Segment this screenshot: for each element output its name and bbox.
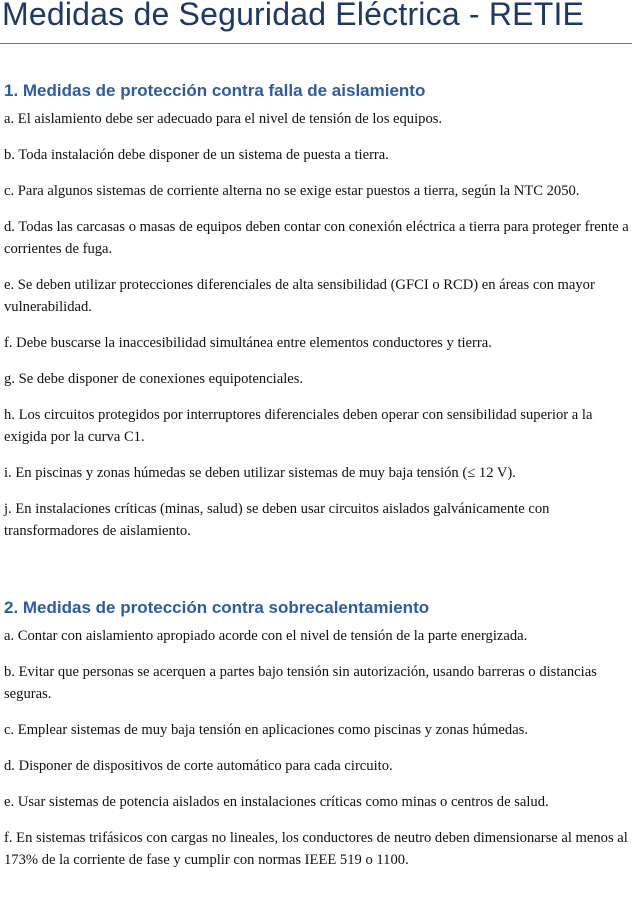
section-heading: 1. Medidas de protección contra falla de aislamiento [4, 81, 426, 100]
list-item: b. Toda instalación debe disponer de un sistema de puesta a tierra. [4, 147, 389, 163]
list-item: c. Para algunos sistemas de corriente alterna no se exige estar puestos a tierra, según la NTC 2050. [4, 183, 580, 199]
list-item: b. Evitar que personas se acerquen a partes bajo tensión sin autorización, usando barreras o distancias seguras. [4, 664, 597, 702]
list-item: f. Debe buscarse la inaccesibilidad simultánea entre elementos conductores y tierra. [4, 335, 492, 351]
list-item: d. Todas las carcasas o masas de equipos deben contar con conexión eléctrica a tierra para proteger frente a corrientes de fuga. [4, 219, 629, 257]
list-item: j. En instalaciones críticas (minas, salud) se deben usar circuitos aislados galvánicamente con transformadores de aislamiento. [4, 501, 550, 539]
list-item: e. Usar sistemas de potencia aislados en instalaciones críticas como minas o centros de salud. [4, 794, 549, 810]
document-title: Medidas de Seguridad Eléctrica - RETIE [2, 0, 585, 32]
list-item: e. Se deben utilizar protecciones diferenciales de alta sensibilidad (GFCI o RCD) en áreas con mayor vulnerabilidad. [4, 277, 595, 315]
list-item: a. Contar con aislamiento apropiado acorde con el nivel de tensión de la parte energizada. [4, 628, 528, 644]
title-divider [0, 43, 632, 44]
list-item: d. Disponer de dispositivos de corte automático para cada circuito. [4, 758, 393, 774]
list-item: i. En piscinas y zonas húmedas se deben utilizar sistemas de muy baja tensión (≤ 12 V). [4, 465, 516, 481]
section-insulation-failure [4, 80, 630, 556]
list-item: f. En sistemas trifásicos con cargas no lineales, los conductores de neutro deben dimensionarse al menos al 173% de la corriente de fase y cumplir con normas IEEE 519 o 1100. [4, 830, 628, 868]
list-item: a. El aislamiento debe ser adecuado para el nivel de tensión de los equipos. [4, 111, 443, 127]
section-heading: 2. Medidas de protección contra sobrecalentamiento [4, 598, 430, 617]
list-item: g. Se debe disponer de conexiones equipotenciales. [4, 371, 304, 387]
section-overheating [4, 597, 630, 885]
list-item: c. Emplear sistemas de muy baja tensión en aplicaciones como piscinas y zonas húmedas. [4, 722, 529, 738]
list-item: h. Los circuitos protegidos por interruptores diferenciales deben operar con sensibilidad superior a la exigida por la curva C1. [4, 407, 593, 445]
